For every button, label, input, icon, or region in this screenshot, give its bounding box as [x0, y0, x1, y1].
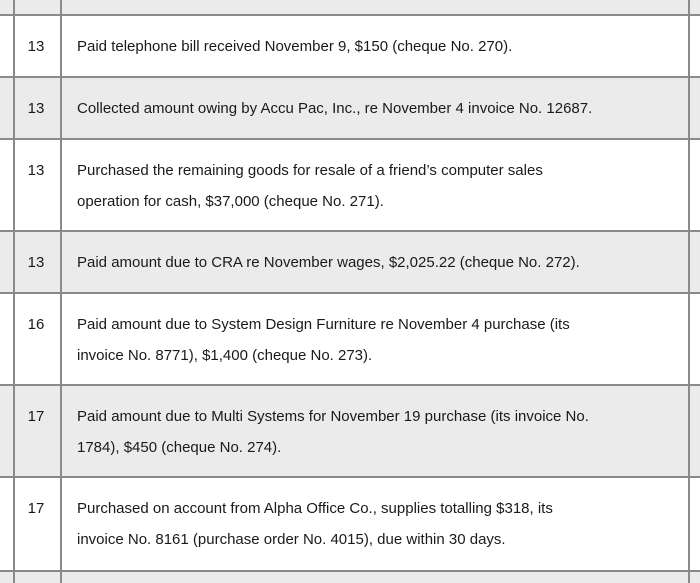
entry-description — [77, 309, 677, 371]
row-divider — [0, 476, 700, 478]
table-row — [0, 15, 700, 77]
column-divider — [13, 0, 15, 583]
row-divider — [0, 384, 700, 386]
row-divider — [0, 14, 700, 16]
row-divider — [0, 292, 700, 294]
entry-description — [77, 155, 677, 217]
entry-day: 17 — [27, 500, 45, 517]
entry-line: invoice No. 8771), $1,400 (cheque No. 273). — [77, 347, 373, 364]
entry-description — [77, 247, 677, 278]
entry-day: 13 — [27, 162, 45, 179]
entry-line: Collected amount owing by Accu Pac, Inc., re November 4 invoice No. 12687. — [77, 100, 593, 117]
entry-line: Purchased on account from Alpha Office Co., supplies totalling $318, its — [77, 500, 553, 517]
column-divider — [60, 0, 62, 583]
table-row — [0, 293, 700, 385]
row-divider — [0, 138, 700, 140]
entry-description — [77, 493, 677, 555]
row-divider — [0, 570, 700, 572]
row-divider — [0, 76, 700, 78]
table-row — [0, 385, 700, 477]
table-row — [0, 231, 700, 293]
entry-day: 13 — [27, 254, 45, 271]
table-row-partial-bottom — [0, 571, 700, 583]
table-row — [0, 477, 700, 571]
entry-line: invoice No. 8161 (purchase order No. 4015), due within 30 days. — [77, 531, 506, 548]
entry-line: Purchased the remaining goods for resale of a friend’s computer sales — [77, 162, 543, 179]
entry-line: Paid amount due to System Design Furniture re November 4 purchase (its — [77, 316, 570, 333]
entry-description — [77, 401, 677, 463]
entry-description — [77, 93, 677, 124]
table-row — [0, 139, 700, 231]
entry-line: Paid amount due to Multi Systems for November 19 purchase (its invoice No. — [77, 408, 589, 425]
column-divider — [688, 0, 690, 583]
entry-line: Paid amount due to CRA re November wages, $2,025.22 (cheque No. 272). — [77, 254, 580, 271]
entry-line: Paid telephone bill received November 9, $150 (cheque No. 270). — [77, 38, 513, 55]
entry-line: operation for cash, $37,000 (cheque No. 271). — [77, 193, 384, 210]
entry-day: 16 — [27, 316, 45, 333]
entry-line: 1784), $450 (cheque No. 274). — [77, 439, 282, 456]
entry-description — [77, 31, 677, 62]
entry-day: 13 — [27, 38, 45, 55]
entry-day: 17 — [27, 408, 45, 425]
table-row — [0, 77, 700, 139]
entry-day: 13 — [27, 100, 45, 117]
table-row-partial-top — [0, 0, 700, 15]
row-divider — [0, 230, 700, 232]
